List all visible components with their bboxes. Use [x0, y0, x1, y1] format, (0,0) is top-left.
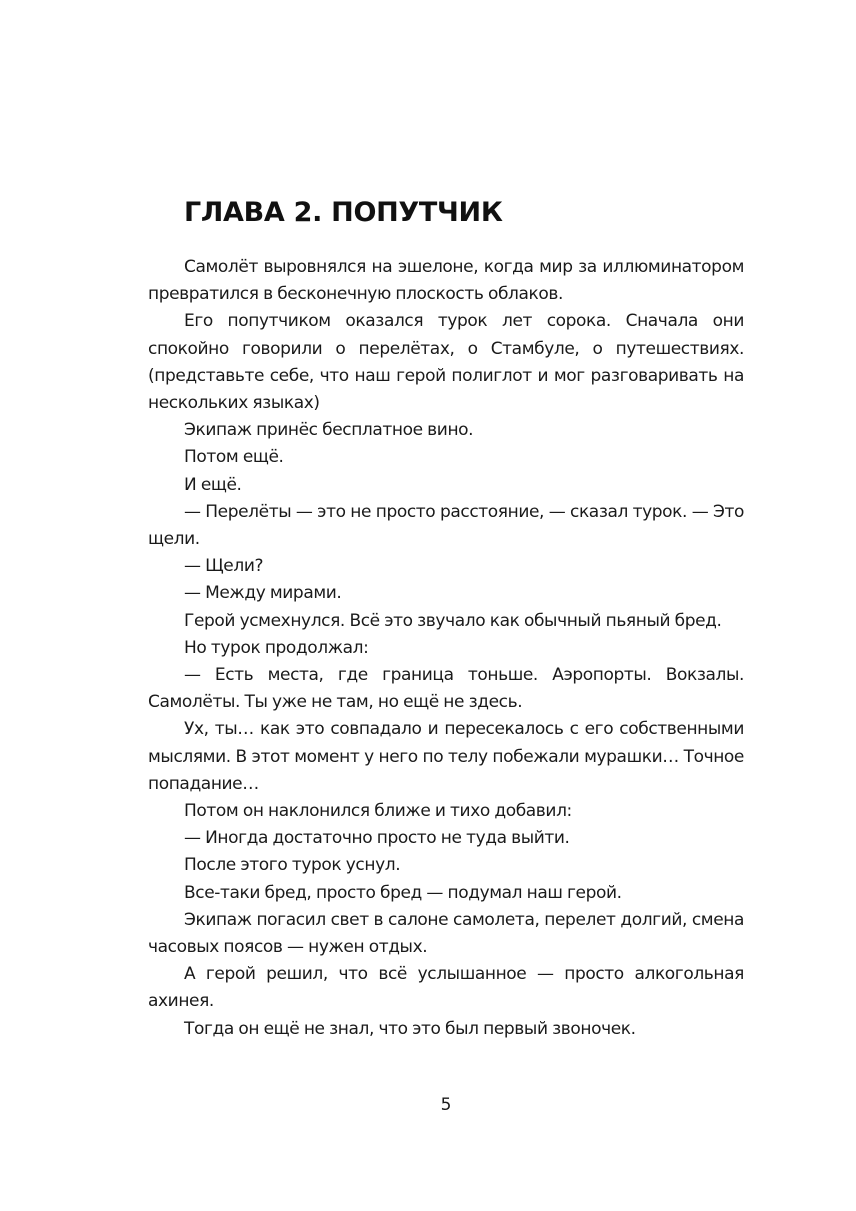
paragraph: Экипаж погасил свет в салоне самолета, перелет долгий, смена часовых поясов — нужен отдых. — [148, 909, 744, 958]
paragraph: Герой усмехнулся. Всё это звучало как обычный пьяный бред. — [184, 610, 722, 631]
paragraph: — Есть места, где граница тоньше. Аэропорты. Вокзалы. Самолёты. Ты уже не там, но ещё не здесь. — [148, 665, 744, 713]
paragraph: — Щели? — [184, 556, 264, 577]
paragraph: — Между мирами. — [184, 583, 342, 604]
paragraph: — Перелёты — это не просто расстояние, — сказал турок. — Это щели. — [148, 501, 744, 550]
paragraph: Тогда он ещё не знал, что это был первый звоночек. — [184, 1018, 636, 1039]
page-number: 5 — [440, 1095, 452, 1115]
paragraph: Его попутчиком оказался турок лет сорока. Сначала они спокойно говорили о перелётах, о Стамбуле, о путешествиях. (представьте себе, что наш герой полиглот и мог разговаривать на нескольких языках) — [148, 311, 744, 414]
book-page — [148, 196, 744, 1043]
paragraph: — Иногда достаточно просто не туда выйти. — [184, 828, 570, 849]
paragraph: Потом ещё. — [184, 447, 284, 468]
paragraph: Но турок продолжал: — [184, 637, 369, 658]
paragraph: Ух, ты… как это совпадало и пересекалось с его собственными мыслями. В этот момент у него по телу побежали мурашки… Точное попадание… — [148, 719, 744, 794]
paragraph: И ещё. — [184, 474, 242, 495]
chapter-body — [148, 254, 744, 1043]
paragraph: Экипаж принёс бесплатное вино. — [184, 420, 474, 441]
paragraph: Все-таки бред, просто бред — подумал наш герой. — [184, 882, 622, 903]
paragraph: Самолёт выровнялся на эшелоне, когда мир за иллюминатором превратился в бесконечную плоскость облаков. — [148, 257, 744, 305]
chapter-title: ГЛАВА 2. ПОПУТЧИК — [184, 197, 503, 228]
paragraph: Потом он наклонился ближе и тихо добавил: — [184, 801, 572, 822]
paragraph: После этого турок уснул. — [184, 855, 401, 876]
paragraph: А герой решил, что всё услышанное — просто алкогольная ахинея. — [148, 964, 744, 1012]
